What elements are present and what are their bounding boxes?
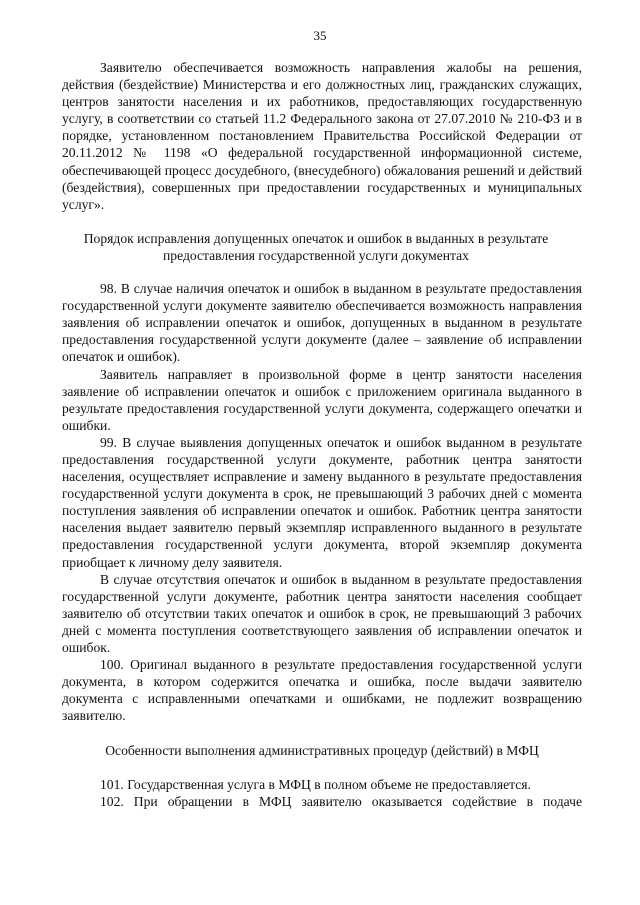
paragraph-99-continued: В случае отсутствия опечаток и ошибок в выданном в результате предоставления государственной услуги документе, работник центра занятости населения сообщает заявителю об отсутствии таких опечаток и ошибок в срок, не превышающий 3 рабочих дней с момента поступления соответствующего заявления об исправлении опечаток и ошибок. xyxy=(62,571,582,655)
paragraph-98-continued: Заявитель направляет в произвольной форме в центр занятости населения заявление об исправлении опечаток и ошибок с приложением оригинала выданного в результате предоставления государственной услуги документа, содержащего опечатки и ошибки. xyxy=(62,366,582,433)
page-number: 35 xyxy=(313,28,327,43)
paragraph-100: 100. Оригинал выданного в результате предоставления государственной услуги документа, в котором содержится опечатка и ошибка, после выдачи заявителю документа с исправленными опечатками и ошибками, не подлежит возвращению заявителю. xyxy=(62,657,582,724)
document-body xyxy=(62,59,582,810)
paragraph-complaint-right: Заявителю обеспечивается возможность направления жалобы на решения, действия (бездействие) Министерства и его должностных лиц, гражданских служащих, центров занятости населения и их работников, предоставляющих государственную услугу, в соответствии со статьей 11.2 Федерального закона от 27.07.2010 № 210-ФЗ и в порядке, установленном постановлением Правительства Российской Федерации от 20.11.2012 № 1198 «О федеральной государственной информационной системе, обеспечивающей процесс досудебного, (внесудебного) обжалования решений и действий (бездействия), совершенных при предоставлении государственных и муниципальных услуг». xyxy=(62,60,582,212)
section-heading-mfc: Особенности выполнения административных процедур (действий) в МФЦ xyxy=(105,743,539,759)
paragraph-101: 101. Государственная услуга в МФЦ в полном объеме не предоставляется. xyxy=(100,776,531,792)
paragraph-102: 102. При обращении в МФЦ заявителю оказывается содействие в подаче xyxy=(100,793,582,809)
section-heading-error-correction: Порядок исправления допущенных опечаток и ошибок в выданных в результате предоставления государственной услуги документах xyxy=(83,230,549,263)
paragraph-99: 99. В случае выявления допущенных опечаток и ошибок выданном в результате предоставления государственной услуги документе, работник центра занятости населения, осуществляет исправление и замену выданного в результате предоставления государственной услуги документа в срок, не превышающий 3 рабочих дней с момента поступления заявления об исправлении опечаток и ошибок. Работник центра занятости населения выдает заявителю первый экземпляр исправленного выданного в результате предоставления государственной услуги документа, второй экземпляр документа приобщает к личному делу заявителя. xyxy=(62,434,582,570)
paragraph-98: 98. В случае наличия опечаток и ошибок в выданном в результате предоставления государственной услуги документе заявителю обеспечивается возможность направления заявления об исправлении опечаток и ошибок, допущенных в выданном в результате предоставления государственной услуги документе (далее – заявление об исправлении опечаток и ошибок). xyxy=(62,281,582,365)
